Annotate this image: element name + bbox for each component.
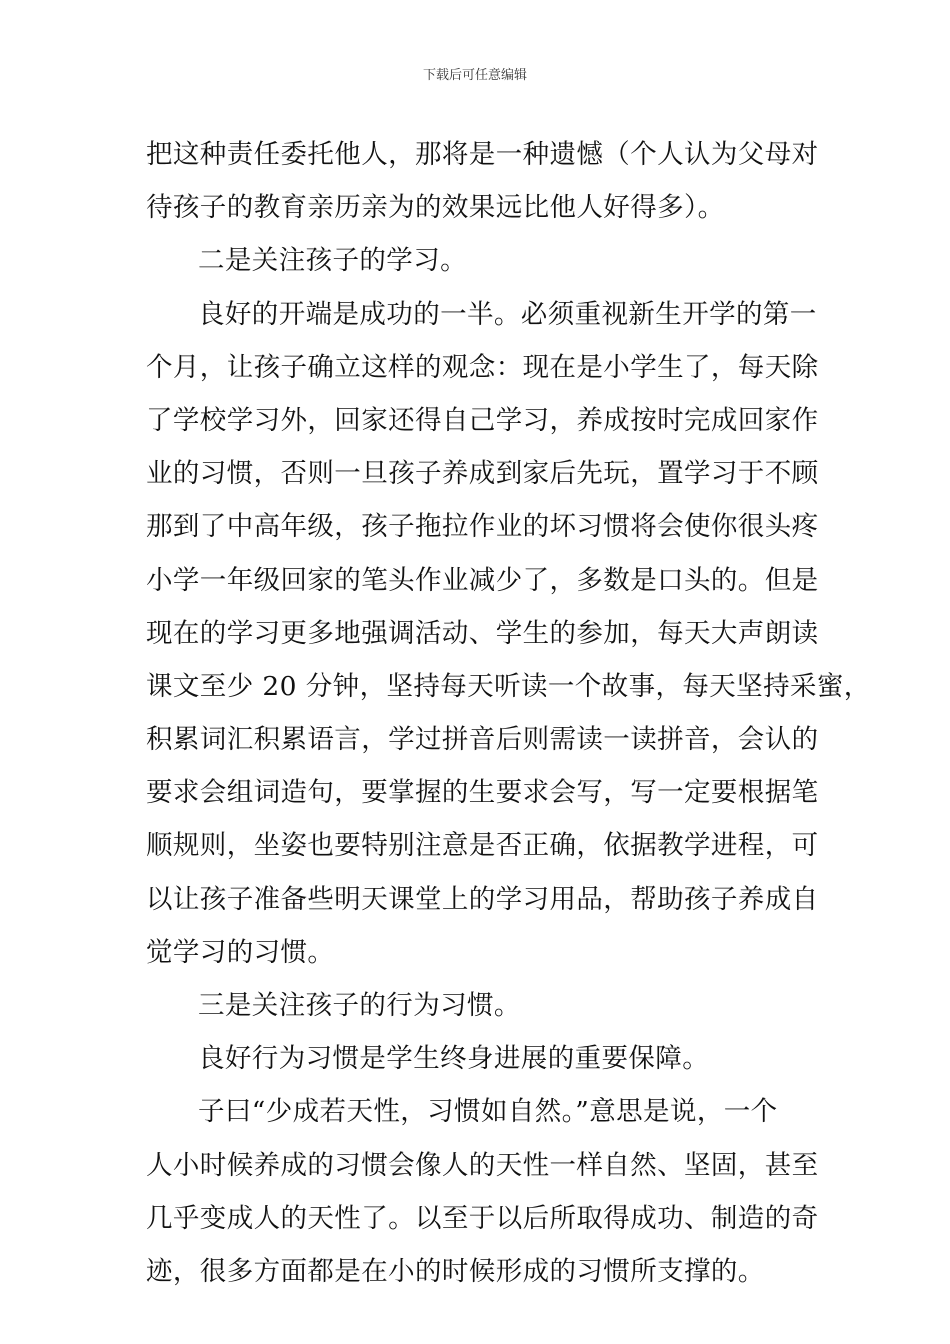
text-line: 那到了中高年级，孩子拖拉作业的坏习惯将会使你很头疼: [146, 511, 819, 543]
text-line: 觉学习的习惯。: [146, 936, 335, 968]
text-line: 几乎变成人的天性了。以至于以后所取得成功、制造的奇: [146, 1202, 819, 1234]
text-line: 以让孩子准备些明天课堂上的学习用品，帮助孩子养成自: [146, 883, 819, 915]
text-line: 子曰“少成若天性，习惯如自然。”意思是说，一个: [198, 1096, 778, 1128]
text-line: 人小时候养成的习惯会像人的天性一样自然、坚固，甚至: [146, 1149, 819, 1181]
section-heading: 三是关注孩子的行为习惯。: [198, 990, 521, 1021]
text-line: 课文至少 20 分钟，坚持每天听读一个故事，每天坚持采蜜，: [146, 670, 871, 702]
text-line: 积累词汇积累语言，学过拼音后则需读一读拼音，会认的: [146, 724, 819, 756]
text-line: 个月，让孩子确立这样的观念：现在是小学生了，每天除: [146, 351, 819, 383]
text-line: 待孩子的教育亲历亲为的效果远比他人好得多）。: [146, 192, 725, 224]
text-line: 要求会组词造句，要掌握的生要求会写，写一定要根据笔: [146, 777, 819, 809]
text-line: 业的习惯，否则一旦孩子养成到家后先玩，置学习于不顾: [146, 458, 819, 490]
text-line: 现在的学习更多地强调活动、学生的参加，每天大声朗读: [146, 617, 819, 649]
text-line: 顺规则，坐姿也要特别注意是否正确，依据教学进程，可: [146, 830, 819, 862]
page-header-note: 下载后可任意编辑: [422, 68, 527, 83]
text-line: 小学一年级回家的笔头作业减少了，多数是口头的。但是: [146, 564, 819, 596]
text-line: 良好行为习惯是学生终身进展的重要保障。: [198, 1043, 710, 1075]
text-line: 了学校学习外，回家还得自己学习，养成按时完成回家作: [146, 404, 819, 436]
text-line: 把这种责任委托他人，那将是一种遗憾（个人认为父母对: [146, 139, 819, 170]
section-heading: 二是关注孩子的学习。: [198, 245, 467, 277]
text-line: 迹，很多方面都是在小的时候形成的习惯所支撑的。: [146, 1255, 765, 1287]
text-line: 良好的开端是成功的一半。必须重视新生开学的第一: [198, 298, 817, 330]
document-body: [146, 128, 871, 1298]
